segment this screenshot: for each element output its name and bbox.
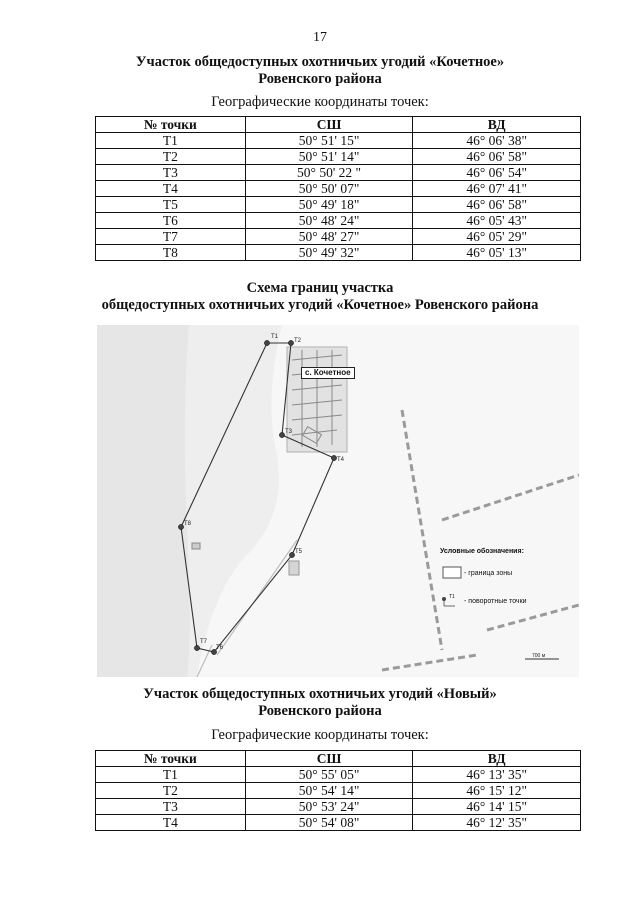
section1-title-line1: Участок общедоступных охотничьих угодий «Кочетное» xyxy=(135,54,505,70)
table-row xyxy=(96,799,581,815)
latitude-cell: 50° 54' 14" xyxy=(245,783,413,799)
longitude-cell: 46° 06' 58" xyxy=(413,149,581,165)
longitude-cell: 46° 15' 12" xyxy=(413,783,581,799)
scale-label: 700 м xyxy=(532,653,546,659)
table-header-row xyxy=(96,751,581,767)
table-row xyxy=(96,245,581,261)
latitude-cell: 50° 48' 24" xyxy=(245,213,413,229)
point-label-t1: Т1 xyxy=(271,334,279,340)
section2-title-line1: Участок общедоступных охотничьих угодий «Новый» xyxy=(143,686,497,702)
latitude-cell: 50° 53' 24" xyxy=(245,799,413,815)
point-label-t3: Т3 xyxy=(285,429,293,435)
point-t3-marker xyxy=(279,432,284,437)
point-label-t8: Т8 xyxy=(184,521,192,527)
section1-title-line2: Ровенского района xyxy=(258,71,382,87)
section1-subtitle: Географические координаты точек: xyxy=(211,94,429,110)
scheme-title-line2: общедоступных охотничьих угодий «Кочетное» Ровенского района xyxy=(101,297,539,313)
point-cell: Т3 xyxy=(96,165,246,181)
legend-marker-label: Т1 xyxy=(449,594,455,600)
point-cell: Т6 xyxy=(96,213,246,229)
legend-title: Условные обозначения: xyxy=(440,548,524,555)
point-label-t5: Т5 xyxy=(295,549,303,555)
latitude-cell: 50° 49' 32" xyxy=(245,245,413,261)
village-label: с. Кочетное xyxy=(301,367,355,379)
point-cell: Т3 xyxy=(96,799,246,815)
point-cell: Т2 xyxy=(96,783,246,799)
point-t8-marker xyxy=(178,524,183,529)
table-row xyxy=(96,197,581,213)
latitude-cell: 50° 49' 18" xyxy=(245,197,413,213)
header-point-number: № точки xyxy=(96,751,246,767)
longitude-cell: 46° 06' 58" xyxy=(413,197,581,213)
point-t4-marker xyxy=(331,455,336,460)
point-cell: Т4 xyxy=(96,815,246,831)
point-label-t2: Т2 xyxy=(294,338,302,344)
latitude-cell: 50° 51' 14" xyxy=(245,149,413,165)
point-cell: Т4 xyxy=(96,181,246,197)
point-cell: Т8 xyxy=(96,245,246,261)
point-cell: Т1 xyxy=(96,767,246,783)
point-t7-marker xyxy=(194,645,199,650)
latitude-cell: 50° 51' 15" xyxy=(245,133,413,149)
longitude-cell: 46° 05' 29" xyxy=(413,229,581,245)
table-row xyxy=(96,229,581,245)
longitude-cell: 46° 05' 43" xyxy=(413,213,581,229)
point-t1-marker xyxy=(264,340,269,345)
section2-title-line2: Ровенского района xyxy=(258,703,382,719)
point-cell: Т7 xyxy=(96,229,246,245)
header-latitude: СШ xyxy=(245,117,413,133)
longitude-cell: 46° 06' 54" xyxy=(413,165,581,181)
village-streets xyxy=(287,347,347,452)
longitude-cell: 46° 14' 15" xyxy=(413,799,581,815)
latitude-cell: 50° 50' 22 " xyxy=(245,165,413,181)
latitude-cell: 50° 50' 07" xyxy=(245,181,413,197)
legend-turn-label: - поворотные точки xyxy=(464,598,527,605)
latitude-cell: 50° 54' 08" xyxy=(245,815,413,831)
roads xyxy=(382,410,579,670)
section2-subtitle: Географические координаты точек: xyxy=(211,727,429,743)
point-t2-marker xyxy=(288,340,293,345)
table-row xyxy=(96,783,581,799)
page-number: 17 xyxy=(313,30,327,45)
longitude-cell: 46° 05' 13" xyxy=(413,245,581,261)
point-cell: Т1 xyxy=(96,133,246,149)
point-label-t4: Т4 xyxy=(337,457,345,463)
table-row xyxy=(96,165,581,181)
header-longitude: ВД xyxy=(413,751,581,767)
map-legend xyxy=(440,548,527,605)
point-cell: Т2 xyxy=(96,149,246,165)
scheme-title-line1: Схема границ участка xyxy=(246,280,394,296)
longitude-cell: 46° 12' 35" xyxy=(413,815,581,831)
latitude-cell: 50° 55' 05" xyxy=(245,767,413,783)
header-longitude: ВД xyxy=(413,117,581,133)
legend-zone-label: - граница зоны xyxy=(464,570,513,577)
coordinates-table-kochetnoe xyxy=(95,116,581,261)
longitude-cell: 46° 06' 38" xyxy=(413,133,581,149)
point-cell: Т5 xyxy=(96,197,246,213)
point-label-t6: Т6 xyxy=(216,645,224,651)
longitude-cell: 46° 07' 41" xyxy=(413,181,581,197)
header-latitude: СШ xyxy=(245,751,413,767)
header-point-number: № точки xyxy=(96,117,246,133)
table-header-row xyxy=(96,117,581,133)
table-row xyxy=(96,181,581,197)
coordinates-table-noviy xyxy=(95,750,581,831)
table-row xyxy=(96,213,581,229)
longitude-cell: 46° 13' 35" xyxy=(413,767,581,783)
table-row xyxy=(96,815,581,831)
latitude-cell: 50° 48' 27" xyxy=(245,229,413,245)
point-label-t7: Т7 xyxy=(200,639,208,645)
table-row xyxy=(96,767,581,783)
building xyxy=(192,543,200,549)
building xyxy=(289,561,299,575)
table-row xyxy=(96,149,581,165)
point-t5-marker xyxy=(289,552,294,557)
table-row xyxy=(96,133,581,149)
shore-area xyxy=(97,325,190,677)
zone-boundary-symbol xyxy=(443,567,461,578)
